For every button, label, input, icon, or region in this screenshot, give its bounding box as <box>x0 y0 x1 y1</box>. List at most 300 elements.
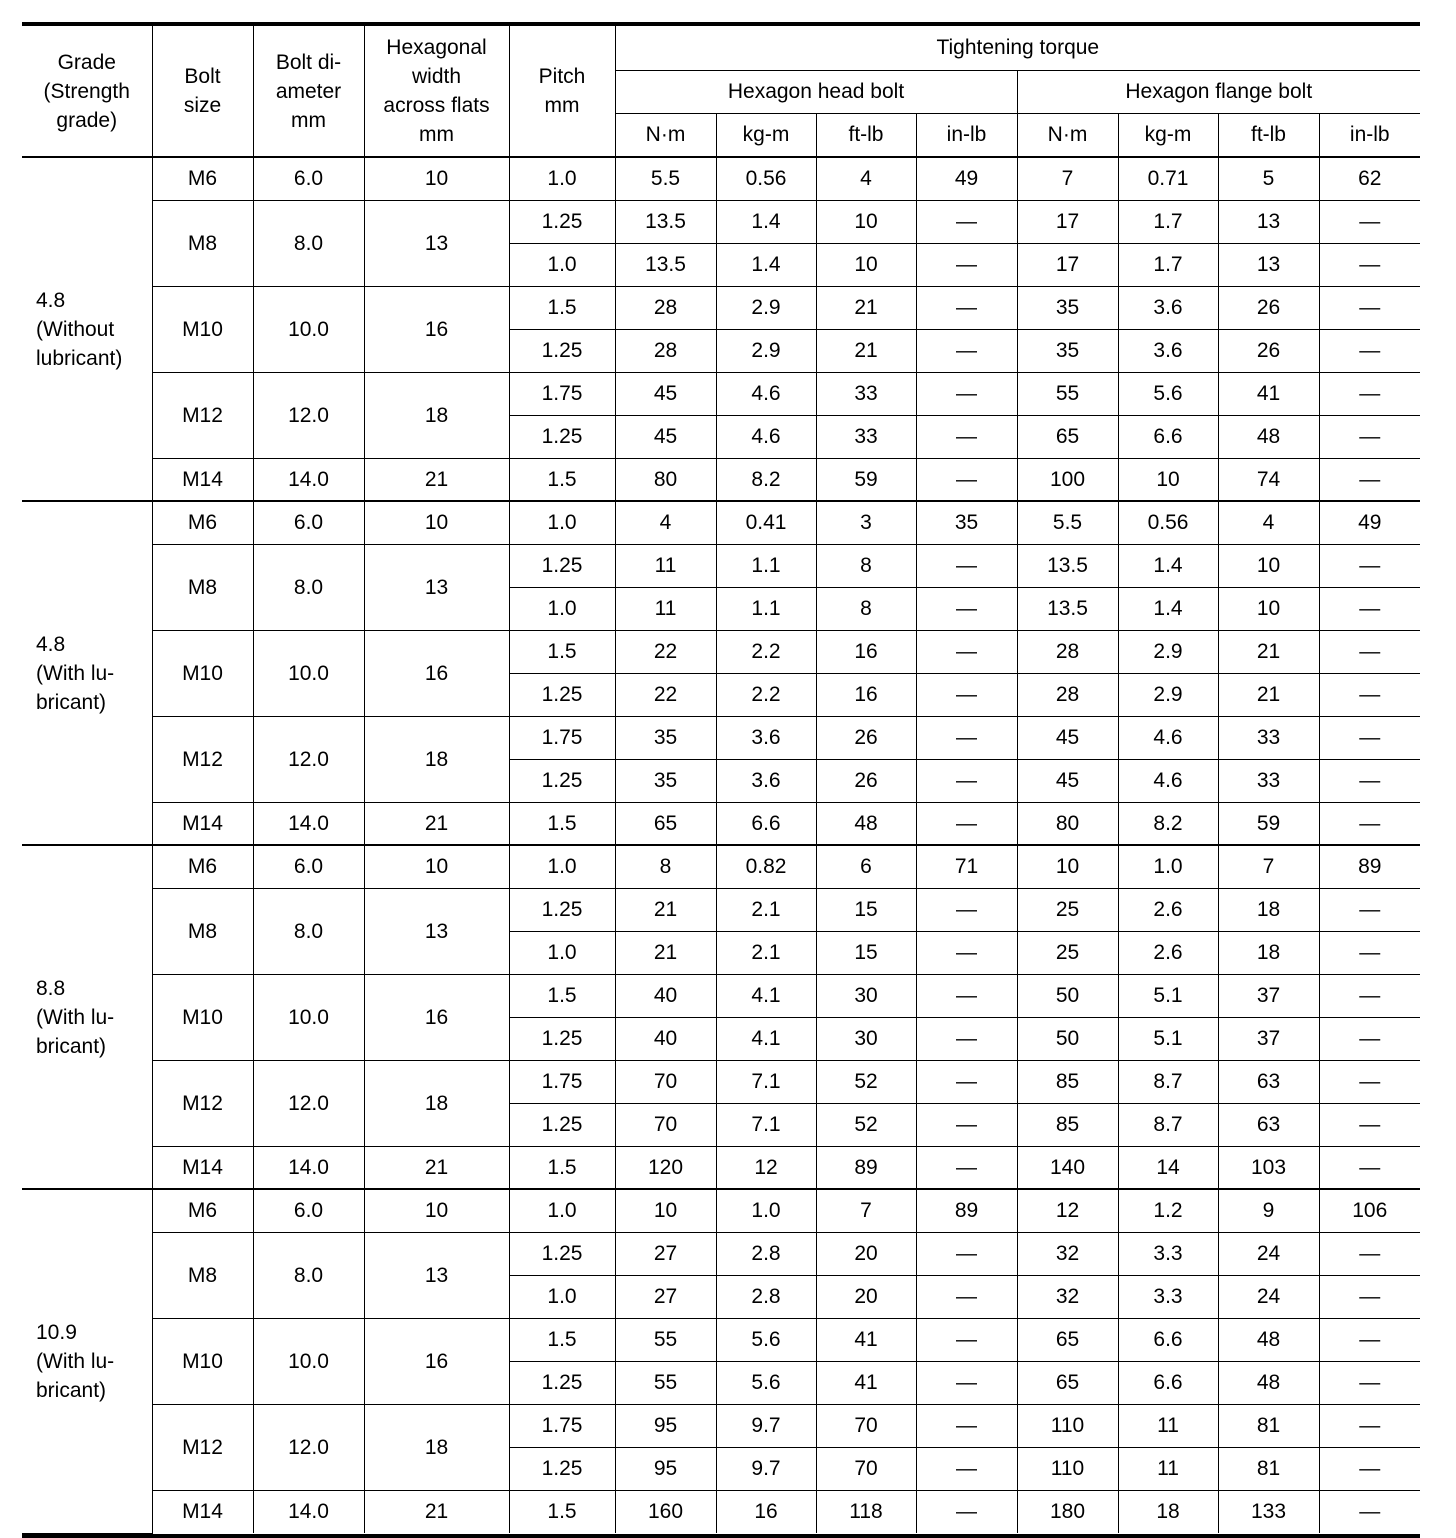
flange-kgm-cell: 2.9 <box>1118 673 1218 716</box>
head-kgm-cell: 0.56 <box>716 157 816 200</box>
head-kgm-cell: 1.4 <box>716 200 816 243</box>
head-inlb-cell: — <box>916 759 1017 802</box>
head-inlb-cell: — <box>916 372 1017 415</box>
head-kgm-cell: 0.82 <box>716 845 816 888</box>
head-kgm-cell: 2.2 <box>716 630 816 673</box>
head-nm-cell: 28 <box>615 329 716 372</box>
flange-nm-cell: 110 <box>1017 1404 1118 1447</box>
head-nm-cell: 5.5 <box>615 157 716 200</box>
table-row <box>22 372 1420 415</box>
head-ftlb-cell: 3 <box>816 501 916 544</box>
pitch-cell: 1.5 <box>509 286 615 329</box>
head-nm-cell: 4 <box>615 501 716 544</box>
header-bolt-diameter-line: ameter <box>275 79 342 103</box>
hex-width-cell: 18 <box>364 716 509 802</box>
flange-inlb-cell: — <box>1319 1490 1420 1533</box>
table-row <box>22 1318 1420 1361</box>
head-nm-cell: 11 <box>615 587 716 630</box>
flange-inlb-cell: — <box>1319 1017 1420 1060</box>
flange-nm-cell: 180 <box>1017 1490 1118 1533</box>
flange-kgm-cell: 0.56 <box>1118 501 1218 544</box>
pitch-cell: 1.25 <box>509 544 615 587</box>
unit-flange-ftlb: ft-lb <box>1218 113 1319 157</box>
bolt-diameter-cell: 14.0 <box>253 458 364 501</box>
header-grade-line: (Strength <box>43 79 130 103</box>
head-nm-cell: 70 <box>615 1060 716 1103</box>
bolt-diameter-cell: 8.0 <box>253 1232 364 1318</box>
head-ftlb-cell: 33 <box>816 415 916 458</box>
head-inlb-cell: — <box>916 888 1017 931</box>
table-row <box>22 802 1420 845</box>
flange-inlb-cell: 89 <box>1319 845 1420 888</box>
head-ftlb-cell: 70 <box>816 1404 916 1447</box>
grade-line: 10.9 <box>36 1320 77 1344</box>
pitch-cell: 1.0 <box>509 931 615 974</box>
header-hexagon-flange-bolt: Hexagon flange bolt <box>1017 70 1420 113</box>
hex-width-cell: 21 <box>364 1490 509 1533</box>
table-row <box>22 845 1420 888</box>
head-inlb-cell: — <box>916 1275 1017 1318</box>
flange-kgm-cell: 8.7 <box>1118 1103 1218 1146</box>
flange-ftlb-cell: 4 <box>1218 501 1319 544</box>
header-bolt-size-line: Bolt <box>184 65 221 88</box>
header-bolt-diameter <box>253 26 364 157</box>
bolt-diameter-cell: 10.0 <box>253 630 364 716</box>
unit-head-ftlb: ft-lb <box>816 113 916 157</box>
flange-inlb-cell: — <box>1319 286 1420 329</box>
head-nm-cell: 120 <box>615 1146 716 1189</box>
flange-kgm-cell: 5.6 <box>1118 372 1218 415</box>
head-nm-cell: 65 <box>615 802 716 845</box>
hex-width-cell: 16 <box>364 1318 509 1404</box>
head-kgm-cell: 7.1 <box>716 1103 816 1146</box>
grade-line: bricant) <box>36 1034 107 1058</box>
head-inlb-cell: — <box>916 716 1017 759</box>
head-nm-cell: 40 <box>615 974 716 1017</box>
bolt-size-cell: M8 <box>152 200 253 286</box>
head-kgm-cell: 9.7 <box>716 1447 816 1490</box>
head-ftlb-cell: 30 <box>816 1017 916 1060</box>
flange-kgm-cell: 3.3 <box>1118 1275 1218 1318</box>
header-bolt-diameter-line: Bolt di- <box>275 50 342 74</box>
grade-line: (With lu- <box>36 1005 115 1029</box>
head-inlb-cell: — <box>916 1490 1017 1533</box>
table-row <box>22 1146 1420 1189</box>
hex-width-cell: 21 <box>364 1146 509 1189</box>
flange-nm-cell: 85 <box>1017 1103 1118 1146</box>
bolt-diameter-cell: 14.0 <box>253 1146 364 1189</box>
flange-inlb-cell: — <box>1319 1447 1420 1490</box>
flange-ftlb-cell: 13 <box>1218 200 1319 243</box>
bolt-diameter-cell: 8.0 <box>253 544 364 630</box>
head-nm-cell: 13.5 <box>615 243 716 286</box>
flange-inlb-cell: 62 <box>1319 157 1420 200</box>
flange-inlb-cell: — <box>1319 802 1420 845</box>
bolt-size-cell: M14 <box>152 1490 253 1533</box>
hex-width-cell: 18 <box>364 372 509 458</box>
flange-kgm-cell: 1.0 <box>1118 845 1218 888</box>
head-kgm-cell: 8.2 <box>716 458 816 501</box>
bolt-size-cell: M14 <box>152 802 253 845</box>
flange-kgm-cell: 14 <box>1118 1146 1218 1189</box>
flange-nm-cell: 32 <box>1017 1232 1118 1275</box>
hex-width-cell: 13 <box>364 200 509 286</box>
flange-ftlb-cell: 7 <box>1218 845 1319 888</box>
flange-ftlb-cell: 103 <box>1218 1146 1319 1189</box>
head-inlb-cell: — <box>916 200 1017 243</box>
head-kgm-cell: 1.1 <box>716 587 816 630</box>
flange-nm-cell: 100 <box>1017 458 1118 501</box>
flange-kgm-cell: 6.6 <box>1118 1318 1218 1361</box>
pitch-cell: 1.25 <box>509 200 615 243</box>
head-inlb-cell: — <box>916 1232 1017 1275</box>
head-inlb-cell: — <box>916 587 1017 630</box>
flange-nm-cell: 140 <box>1017 1146 1118 1189</box>
flange-nm-cell: 5.5 <box>1017 501 1118 544</box>
head-nm-cell: 22 <box>615 630 716 673</box>
flange-ftlb-cell: 10 <box>1218 587 1319 630</box>
flange-nm-cell: 25 <box>1017 888 1118 931</box>
bolt-diameter-cell: 12.0 <box>253 716 364 802</box>
grade-cell <box>22 845 152 1189</box>
flange-inlb-cell: 49 <box>1319 501 1420 544</box>
flange-nm-cell: 50 <box>1017 974 1118 1017</box>
head-kgm-cell: 6.6 <box>716 802 816 845</box>
head-ftlb-cell: 21 <box>816 329 916 372</box>
head-ftlb-cell: 21 <box>816 286 916 329</box>
head-nm-cell: 28 <box>615 286 716 329</box>
bolt-size-cell: M12 <box>152 1404 253 1490</box>
head-kgm-cell: 3.6 <box>716 716 816 759</box>
flange-kgm-cell: 3.3 <box>1118 1232 1218 1275</box>
pitch-cell: 1.75 <box>509 716 615 759</box>
flange-nm-cell: 25 <box>1017 931 1118 974</box>
flange-nm-cell: 65 <box>1017 415 1118 458</box>
bolt-size-cell: M6 <box>152 845 253 888</box>
bolt-size-cell: M6 <box>152 501 253 544</box>
pitch-cell: 1.0 <box>509 587 615 630</box>
hex-width-cell: 16 <box>364 630 509 716</box>
head-nm-cell: 35 <box>615 759 716 802</box>
flange-kgm-cell: 2.6 <box>1118 888 1218 931</box>
pitch-cell: 1.25 <box>509 759 615 802</box>
bolt-size-cell: M10 <box>152 1318 253 1404</box>
table-row <box>22 200 1420 243</box>
header-hex-width <box>364 26 509 157</box>
flange-kgm-cell: 10 <box>1118 458 1218 501</box>
hex-width-cell: 21 <box>364 802 509 845</box>
head-ftlb-cell: 16 <box>816 630 916 673</box>
head-inlb-cell: — <box>916 286 1017 329</box>
head-ftlb-cell: 52 <box>816 1060 916 1103</box>
pitch-cell: 1.0 <box>509 1189 615 1232</box>
flange-kgm-cell: 4.6 <box>1118 716 1218 759</box>
pitch-cell: 1.25 <box>509 415 615 458</box>
head-kgm-cell: 2.9 <box>716 329 816 372</box>
bolt-size-cell: M14 <box>152 1146 253 1189</box>
flange-ftlb-cell: 63 <box>1218 1060 1319 1103</box>
bolt-diameter-cell: 8.0 <box>253 888 364 974</box>
flange-kgm-cell: 6.6 <box>1118 415 1218 458</box>
flange-ftlb-cell: 133 <box>1218 1490 1319 1533</box>
head-kgm-cell: 2.1 <box>716 931 816 974</box>
flange-inlb-cell: — <box>1319 544 1420 587</box>
bolt-diameter-cell: 10.0 <box>253 286 364 372</box>
pitch-cell: 1.75 <box>509 372 615 415</box>
flange-inlb-cell: — <box>1319 458 1420 501</box>
head-ftlb-cell: 33 <box>816 372 916 415</box>
pitch-cell: 1.25 <box>509 1447 615 1490</box>
unit-head-kgm: kg-m <box>716 113 816 157</box>
grade-line: (Without <box>36 317 115 341</box>
flange-nm-cell: 45 <box>1017 759 1118 802</box>
head-kgm-cell: 0.41 <box>716 501 816 544</box>
hex-width-cell: 18 <box>364 1060 509 1146</box>
flange-nm-cell: 13.5 <box>1017 587 1118 630</box>
head-nm-cell: 27 <box>615 1275 716 1318</box>
head-nm-cell: 10 <box>615 1189 716 1232</box>
grade-line: bricant) <box>36 1378 107 1402</box>
bolt-diameter-cell: 6.0 <box>253 845 364 888</box>
table-row <box>22 286 1420 329</box>
head-ftlb-cell: 41 <box>816 1361 916 1404</box>
head-inlb-cell: — <box>916 931 1017 974</box>
table-row <box>22 1232 1420 1275</box>
header-tightening-torque: Tightening torque <box>615 26 1420 70</box>
head-kgm-cell: 1.0 <box>716 1189 816 1232</box>
head-nm-cell: 160 <box>615 1490 716 1533</box>
bolt-diameter-cell: 14.0 <box>253 1490 364 1533</box>
head-ftlb-cell: 4 <box>816 157 916 200</box>
head-nm-cell: 35 <box>615 716 716 759</box>
flange-kgm-cell: 11 <box>1118 1447 1218 1490</box>
flange-inlb-cell: — <box>1319 1060 1420 1103</box>
flange-kgm-cell: 3.6 <box>1118 286 1218 329</box>
flange-kgm-cell: 1.7 <box>1118 200 1218 243</box>
header-bolt-diameter-line: mm <box>291 108 326 132</box>
flange-nm-cell: 45 <box>1017 716 1118 759</box>
head-inlb-cell: — <box>916 329 1017 372</box>
pitch-cell: 1.0 <box>509 243 615 286</box>
flange-inlb-cell: — <box>1319 329 1420 372</box>
head-ftlb-cell: 15 <box>816 888 916 931</box>
bolt-diameter-cell: 12.0 <box>253 372 364 458</box>
hex-width-cell: 13 <box>364 888 509 974</box>
table-row <box>22 1404 1420 1447</box>
table-header <box>22 26 1420 157</box>
flange-kgm-cell: 2.9 <box>1118 630 1218 673</box>
head-kgm-cell: 1.4 <box>716 243 816 286</box>
flange-nm-cell: 17 <box>1017 200 1118 243</box>
flange-nm-cell: 12 <box>1017 1189 1118 1232</box>
head-inlb-cell: — <box>916 243 1017 286</box>
pitch-cell: 1.25 <box>509 1361 615 1404</box>
head-kgm-cell: 12 <box>716 1146 816 1189</box>
pitch-cell: 1.5 <box>509 1146 615 1189</box>
pitch-cell: 1.5 <box>509 1318 615 1361</box>
head-ftlb-cell: 8 <box>816 587 916 630</box>
bolt-diameter-cell: 6.0 <box>253 157 364 200</box>
torque-table-sheet <box>22 22 1420 1538</box>
bolt-diameter-cell: 6.0 <box>253 1189 364 1232</box>
head-ftlb-cell: 6 <box>816 845 916 888</box>
head-inlb-cell: — <box>916 1318 1017 1361</box>
flange-ftlb-cell: 74 <box>1218 458 1319 501</box>
flange-ftlb-cell: 9 <box>1218 1189 1319 1232</box>
bolt-size-cell: M14 <box>152 458 253 501</box>
hex-width-cell: 13 <box>364 1232 509 1318</box>
header-pitch-line: Pitch <box>538 65 586 88</box>
header-hex-width-line: mm <box>419 123 454 146</box>
grade-line: 4.8 <box>36 288 66 312</box>
hex-width-cell: 13 <box>364 544 509 630</box>
head-ftlb-cell: 89 <box>816 1146 916 1189</box>
bolt-size-cell: M12 <box>152 372 253 458</box>
flange-nm-cell: 35 <box>1017 329 1118 372</box>
flange-nm-cell: 85 <box>1017 1060 1118 1103</box>
bolt-diameter-cell: 12.0 <box>253 1060 364 1146</box>
head-ftlb-cell: 41 <box>816 1318 916 1361</box>
pitch-cell: 1.5 <box>509 802 615 845</box>
pitch-cell: 1.25 <box>509 1232 615 1275</box>
flange-ftlb-cell: 13 <box>1218 243 1319 286</box>
header-hex-width-line: across flats <box>383 94 490 117</box>
grade-line: (With lu- <box>36 661 115 685</box>
table-body <box>22 157 1420 1533</box>
header-hex-width-line: width <box>411 65 462 88</box>
head-kgm-cell: 4.1 <box>716 974 816 1017</box>
head-ftlb-cell: 10 <box>816 200 916 243</box>
head-kgm-cell: 4.6 <box>716 372 816 415</box>
flange-inlb-cell: — <box>1319 200 1420 243</box>
pitch-cell: 1.0 <box>509 501 615 544</box>
head-ftlb-cell: 16 <box>816 673 916 716</box>
bolt-diameter-cell: 6.0 <box>253 501 364 544</box>
flange-ftlb-cell: 48 <box>1218 1318 1319 1361</box>
head-inlb-cell: — <box>916 673 1017 716</box>
pitch-cell: 1.75 <box>509 1060 615 1103</box>
head-kgm-cell: 2.8 <box>716 1232 816 1275</box>
flange-kgm-cell: 8.7 <box>1118 1060 1218 1103</box>
bolt-size-cell: M8 <box>152 544 253 630</box>
flange-kgm-cell: 1.7 <box>1118 243 1218 286</box>
head-inlb-cell: — <box>916 630 1017 673</box>
bolt-diameter-cell: 14.0 <box>253 802 364 845</box>
grade-cell <box>22 157 152 501</box>
flange-nm-cell: 50 <box>1017 1017 1118 1060</box>
head-nm-cell: 27 <box>615 1232 716 1275</box>
flange-nm-cell: 7 <box>1017 157 1118 200</box>
flange-inlb-cell: — <box>1319 888 1420 931</box>
flange-ftlb-cell: 21 <box>1218 630 1319 673</box>
flange-ftlb-cell: 24 <box>1218 1232 1319 1275</box>
flange-nm-cell: 13.5 <box>1017 544 1118 587</box>
bolt-size-cell: M6 <box>152 1189 253 1232</box>
head-inlb-cell: — <box>916 544 1017 587</box>
flange-nm-cell: 65 <box>1017 1361 1118 1404</box>
flange-ftlb-cell: 10 <box>1218 544 1319 587</box>
flange-nm-cell: 10 <box>1017 845 1118 888</box>
head-inlb-cell: 35 <box>916 501 1017 544</box>
head-kgm-cell: 9.7 <box>716 1404 816 1447</box>
head-inlb-cell: — <box>916 1017 1017 1060</box>
flange-nm-cell: 28 <box>1017 673 1118 716</box>
flange-inlb-cell: — <box>1319 1103 1420 1146</box>
flange-ftlb-cell: 37 <box>1218 1017 1319 1060</box>
head-nm-cell: 11 <box>615 544 716 587</box>
flange-nm-cell: 80 <box>1017 802 1118 845</box>
head-kgm-cell: 5.6 <box>716 1361 816 1404</box>
head-nm-cell: 80 <box>615 458 716 501</box>
hex-width-cell: 16 <box>364 974 509 1060</box>
head-kgm-cell: 2.8 <box>716 1275 816 1318</box>
header-pitch <box>509 26 615 157</box>
head-nm-cell: 55 <box>615 1361 716 1404</box>
bolt-size-cell: M8 <box>152 1232 253 1318</box>
head-nm-cell: 45 <box>615 372 716 415</box>
head-nm-cell: 70 <box>615 1103 716 1146</box>
flange-nm-cell: 32 <box>1017 1275 1118 1318</box>
flange-ftlb-cell: 63 <box>1218 1103 1319 1146</box>
flange-inlb-cell: 106 <box>1319 1189 1420 1232</box>
flange-inlb-cell: — <box>1319 716 1420 759</box>
head-kgm-cell: 4.6 <box>716 415 816 458</box>
head-inlb-cell: — <box>916 1103 1017 1146</box>
pitch-cell: 1.5 <box>509 1490 615 1533</box>
flange-kgm-cell: 5.1 <box>1118 1017 1218 1060</box>
head-kgm-cell: 2.2 <box>716 673 816 716</box>
flange-nm-cell: 55 <box>1017 372 1118 415</box>
grade-line: 8.8 <box>36 976 66 1000</box>
hex-width-cell: 16 <box>364 286 509 372</box>
grade-line: bricant) <box>36 690 107 714</box>
header-grade-line: Grade <box>57 50 116 74</box>
grade-cell <box>22 1189 152 1533</box>
table-row <box>22 458 1420 501</box>
unit-flange-inlb: in-lb <box>1319 113 1420 157</box>
head-kgm-cell: 16 <box>716 1490 816 1533</box>
head-inlb-cell: — <box>916 974 1017 1017</box>
bolt-diameter-cell: 10.0 <box>253 1318 364 1404</box>
flange-inlb-cell: — <box>1319 243 1420 286</box>
header-pitch-line: mm <box>544 94 580 117</box>
pitch-cell: 1.25 <box>509 1017 615 1060</box>
header-bolt-size <box>152 26 253 157</box>
flange-inlb-cell: — <box>1319 673 1420 716</box>
flange-kgm-cell: 0.71 <box>1118 157 1218 200</box>
flange-inlb-cell: — <box>1319 1361 1420 1404</box>
head-inlb-cell: 49 <box>916 157 1017 200</box>
head-nm-cell: 13.5 <box>615 200 716 243</box>
hex-width-cell: 10 <box>364 1189 509 1232</box>
flange-kgm-cell: 6.6 <box>1118 1361 1218 1404</box>
head-ftlb-cell: 48 <box>816 802 916 845</box>
flange-nm-cell: 35 <box>1017 286 1118 329</box>
flange-inlb-cell: — <box>1319 1146 1420 1189</box>
grade-cell <box>22 501 152 845</box>
flange-ftlb-cell: 48 <box>1218 1361 1319 1404</box>
flange-kgm-cell: 5.1 <box>1118 974 1218 1017</box>
table-row <box>22 630 1420 673</box>
flange-ftlb-cell: 18 <box>1218 931 1319 974</box>
bolt-size-cell: M10 <box>152 974 253 1060</box>
table-row <box>22 716 1420 759</box>
head-kgm-cell: 7.1 <box>716 1060 816 1103</box>
flange-ftlb-cell: 48 <box>1218 415 1319 458</box>
flange-inlb-cell: — <box>1319 587 1420 630</box>
head-kgm-cell: 4.1 <box>716 1017 816 1060</box>
header-hex-width-line: Hexagonal <box>386 36 487 59</box>
